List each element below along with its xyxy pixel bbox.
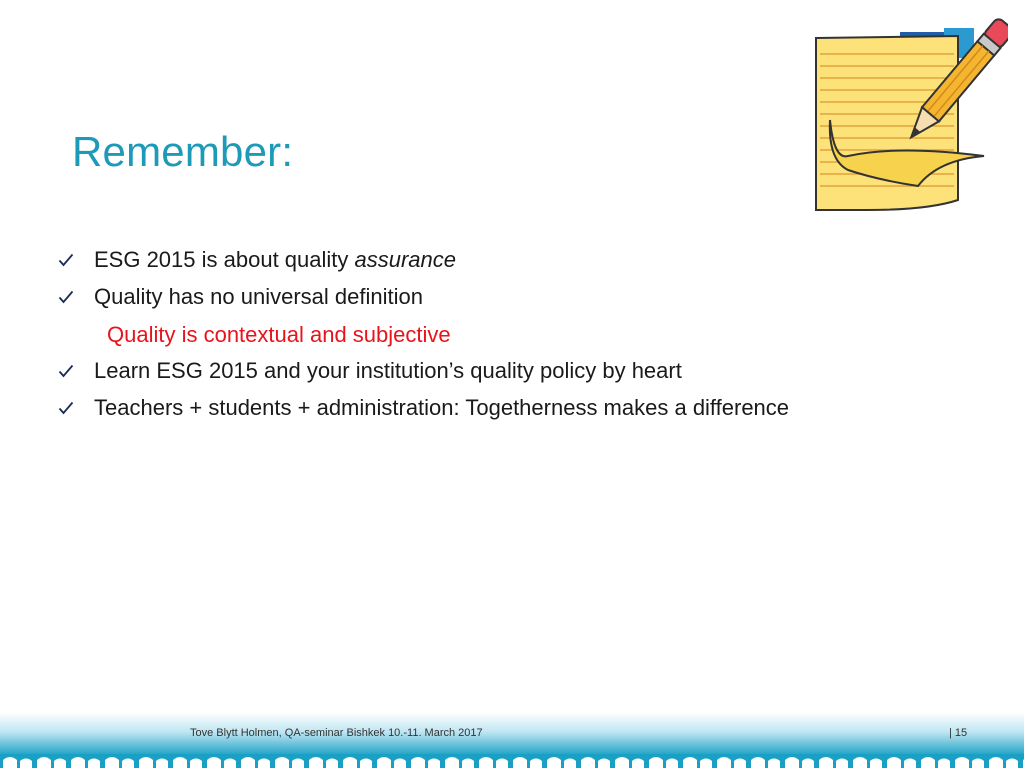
bullet-text bbox=[94, 247, 456, 273]
bullet-text-emphasis: assurance bbox=[354, 247, 457, 272]
checkmark-icon bbox=[58, 253, 74, 267]
checkmark-icon bbox=[58, 401, 74, 415]
page-number: | 15 bbox=[949, 727, 968, 739]
footer-text: Tove Blytt Holmen, QA-seminar Bishkek 10.-11. March 2017 bbox=[190, 727, 483, 739]
bullet-text: Teachers + students + administration: Togetherness makes a difference bbox=[94, 395, 790, 420]
slide-title: Remember: bbox=[72, 128, 294, 175]
checkmark-icon bbox=[58, 290, 74, 304]
footer-wave-pattern bbox=[0, 754, 1024, 768]
footer-gradient bbox=[0, 712, 1024, 756]
checkmark-icon bbox=[58, 364, 74, 378]
bullet-text: Quality has no universal definition bbox=[94, 284, 423, 309]
sub-note: Quality is contextual and subjective bbox=[107, 322, 451, 347]
notepad-pencil-icon bbox=[808, 10, 1008, 216]
bullet-text: Learn ESG 2015 and your institution’s quality policy by heart bbox=[94, 358, 682, 383]
bullet-text-plain: ESG 2015 is about quality bbox=[94, 247, 355, 272]
footer-band bbox=[0, 712, 1024, 768]
